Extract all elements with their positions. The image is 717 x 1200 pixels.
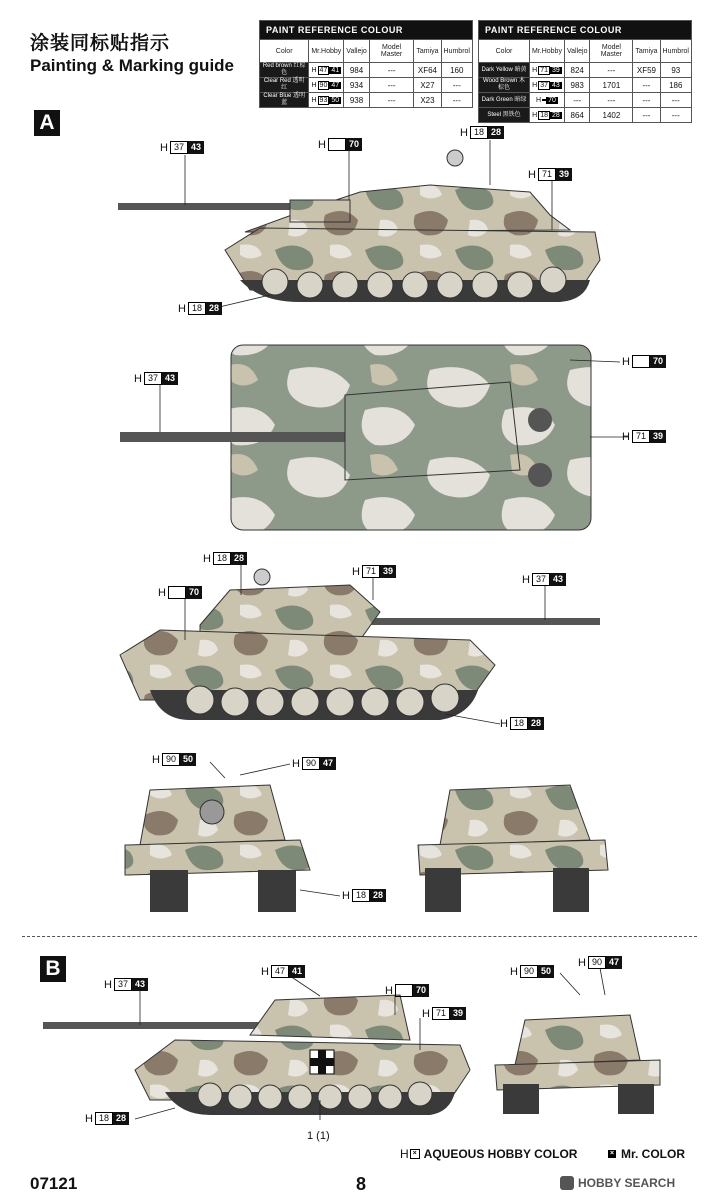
paint-code: 28 bbox=[528, 717, 544, 730]
paint-code: 70 bbox=[548, 96, 556, 104]
callout-steel bbox=[342, 889, 386, 902]
paint-code: H bbox=[104, 978, 112, 991]
paint-code: 18 bbox=[470, 126, 488, 139]
section-b-label: B bbox=[40, 956, 66, 982]
paint-code: 28 bbox=[488, 126, 504, 139]
legend-aqueous-label: AQUEOUS HOBBY COLOR bbox=[423, 1147, 578, 1161]
paint-code: 28 bbox=[206, 302, 222, 315]
table-cell: --- bbox=[590, 63, 633, 78]
paint-code: H bbox=[261, 965, 269, 978]
paint-code: H bbox=[203, 552, 211, 565]
paint-code: H bbox=[134, 372, 142, 385]
paint-code: 47 bbox=[331, 81, 340, 89]
paint-code: 71 bbox=[432, 1007, 450, 1020]
top-view-a bbox=[120, 345, 591, 530]
rear-view-a bbox=[418, 785, 608, 912]
legend-aqueous bbox=[400, 1147, 577, 1161]
paint-code: 28 bbox=[552, 111, 560, 119]
column-header: Tamiya bbox=[414, 40, 441, 63]
paint-code: H bbox=[352, 565, 360, 578]
paint-code: 41 bbox=[331, 66, 340, 74]
paint-code: 37 bbox=[532, 573, 550, 586]
table-cell: --- bbox=[660, 93, 691, 108]
paint-code: H bbox=[422, 1007, 430, 1020]
paint-code: H bbox=[158, 586, 166, 599]
paint-code: H 18 28 bbox=[532, 111, 560, 119]
table-cell: 934 bbox=[344, 78, 370, 93]
paint-code: H 37 43 bbox=[532, 81, 560, 89]
front-view-b bbox=[495, 1015, 660, 1114]
table-cell: --- bbox=[564, 93, 590, 108]
paint-code: H bbox=[318, 138, 326, 151]
legend-h-mark: H bbox=[400, 1147, 409, 1161]
column-header: Humbrol bbox=[660, 40, 691, 63]
section-divider bbox=[22, 936, 697, 937]
paint-code: H bbox=[510, 965, 518, 978]
table-cell: Steel 黑铁色 bbox=[479, 108, 530, 123]
paint-code: 71 bbox=[540, 66, 549, 74]
paint-code: 47 bbox=[319, 66, 328, 74]
paint-code: 50 bbox=[331, 96, 340, 104]
column-header: Model Master bbox=[369, 40, 414, 63]
paint-code: 71 bbox=[632, 430, 650, 443]
callout-wood-brown bbox=[522, 573, 566, 586]
column-header: Tamiya bbox=[633, 40, 660, 63]
paint-code: 90 bbox=[302, 757, 320, 770]
table-cell: --- bbox=[441, 93, 472, 108]
table-cell: XF64 bbox=[414, 63, 441, 78]
paint-code: 28 bbox=[231, 552, 247, 565]
table-cell: 938 bbox=[344, 93, 370, 108]
callout-steel bbox=[500, 717, 544, 730]
paint-code: 71 bbox=[362, 565, 380, 578]
paint-code: 37 bbox=[540, 81, 549, 89]
paint-code: 39 bbox=[556, 168, 572, 181]
table-caption: PAINT REFERENCE COLOUR bbox=[260, 21, 473, 40]
paint-code: H bbox=[152, 753, 160, 766]
paint-code: H bbox=[460, 126, 468, 139]
callout-wood-brown bbox=[160, 141, 204, 154]
paint-code: 39 bbox=[552, 66, 560, 74]
paint-code: 37 bbox=[114, 978, 132, 991]
paint-code: 43 bbox=[550, 573, 566, 586]
section-a-label: A bbox=[34, 110, 60, 136]
table-cell: --- bbox=[441, 78, 472, 93]
table-cell: --- bbox=[369, 93, 414, 108]
table-cell: Clear Blue 透明蓝 bbox=[260, 93, 309, 108]
paint-code: 90 bbox=[520, 965, 538, 978]
legend-box-icon: × bbox=[410, 1149, 420, 1159]
watermark-logo: HOBBY SEARCH bbox=[560, 1176, 675, 1190]
paint-code: 47 bbox=[271, 965, 289, 978]
paint-code: 70 bbox=[186, 586, 202, 599]
callout-wood-brown bbox=[104, 978, 148, 991]
table-cell: Dark Green 暗绿 bbox=[479, 93, 530, 108]
legend-filled-box-icon: × bbox=[609, 1150, 615, 1157]
paint-code: 70 bbox=[413, 984, 429, 997]
paint-code: 18 bbox=[95, 1112, 113, 1125]
side-view-b bbox=[43, 995, 470, 1115]
table-cell: 983 bbox=[564, 78, 590, 93]
paint-code: H 93 50 bbox=[311, 96, 340, 104]
callout-dark-green bbox=[158, 586, 202, 599]
paint-code: 39 bbox=[450, 1007, 466, 1020]
column-header: Vallejo bbox=[344, 40, 370, 63]
table-cell: 93 bbox=[660, 63, 691, 78]
paint-code: 43 bbox=[162, 372, 178, 385]
callout-steel bbox=[85, 1112, 129, 1125]
table-cell: 186 bbox=[660, 78, 691, 93]
paint-code: 50 bbox=[180, 753, 196, 766]
paint-code: H bbox=[522, 573, 530, 586]
paint-code bbox=[328, 138, 346, 151]
paint-code: 70 bbox=[346, 138, 362, 151]
paint-code bbox=[632, 355, 650, 368]
paint-code: 41 bbox=[289, 965, 305, 978]
paint-code: 43 bbox=[188, 141, 204, 154]
table-cell: Dark Yellow 暗黄 bbox=[479, 63, 530, 78]
callout-dark-green bbox=[318, 138, 362, 151]
paint-code: 47 bbox=[320, 757, 336, 770]
callout-clear-red bbox=[578, 956, 622, 969]
column-header: Mr.Hobby bbox=[530, 40, 565, 63]
paint-code: 43 bbox=[552, 81, 560, 89]
page-number: 8 bbox=[356, 1174, 367, 1194]
paint-code: H 70 bbox=[536, 96, 556, 104]
callout-clear-blue bbox=[152, 753, 196, 766]
paint-code: H bbox=[500, 717, 508, 730]
paint-code: 18 bbox=[188, 302, 206, 315]
table-cell: Wood Brown 木棕色 bbox=[479, 78, 530, 93]
table-caption: PAINT REFERENCE COLOUR bbox=[479, 21, 692, 40]
paint-code: 18 bbox=[352, 889, 370, 902]
table-cell: Red brown 红棕色 bbox=[260, 63, 309, 78]
paint-code: 18 bbox=[540, 111, 549, 119]
paint-code: H bbox=[292, 757, 300, 770]
paint-code: H bbox=[178, 302, 186, 315]
column-header: Vallejo bbox=[564, 40, 590, 63]
callout-dark-yellow bbox=[422, 1007, 466, 1020]
table-cell: --- bbox=[660, 108, 691, 123]
paint-code: 90 bbox=[162, 753, 180, 766]
paint-code: H bbox=[528, 168, 536, 181]
column-header: Mr.Hobby bbox=[309, 40, 344, 63]
product-code: 07121 bbox=[30, 1174, 78, 1193]
column-header: Color bbox=[260, 40, 309, 63]
decal-number-label: 1 (1) bbox=[307, 1130, 330, 1142]
table-cell: --- bbox=[633, 78, 660, 93]
legend-mr-color bbox=[608, 1147, 685, 1161]
table-cell: Clear Red 透明红 bbox=[260, 78, 309, 93]
paint-code: H 47 41 bbox=[311, 66, 340, 74]
watermark-icon bbox=[560, 1176, 574, 1190]
title-english: Painting & Marking guide bbox=[30, 56, 235, 75]
table-cell: X23 bbox=[414, 93, 441, 108]
table-cell: 160 bbox=[441, 63, 472, 78]
paint-code: 90 bbox=[588, 956, 606, 969]
paint-code: H bbox=[342, 889, 350, 902]
paint-code: 39 bbox=[380, 565, 396, 578]
table-cell: --- bbox=[633, 93, 660, 108]
callout-dark-yellow bbox=[622, 430, 666, 443]
table-cell: --- bbox=[369, 63, 414, 78]
paint-code: 93 bbox=[319, 96, 328, 104]
callout-red-brown bbox=[261, 965, 305, 978]
paint-code: H bbox=[622, 355, 630, 368]
table-cell: X27 bbox=[414, 78, 441, 93]
paint-code: 71 bbox=[538, 168, 556, 181]
front-view-a bbox=[125, 785, 310, 912]
paint-code: 37 bbox=[144, 372, 162, 385]
table-cell: 1701 bbox=[590, 78, 633, 93]
paint-code: 37 bbox=[170, 141, 188, 154]
callout-dark-green bbox=[622, 355, 666, 368]
balkenkreuz-decal bbox=[310, 1050, 334, 1074]
callout-wood-brown bbox=[134, 372, 178, 385]
paint-code: H bbox=[578, 956, 586, 969]
column-header: Humbrol bbox=[441, 40, 472, 63]
paint-code bbox=[395, 984, 413, 997]
callout-clear-blue bbox=[510, 965, 554, 978]
paint-code: H bbox=[622, 430, 630, 443]
paint-code: 28 bbox=[113, 1112, 129, 1125]
paint-code: 70 bbox=[650, 355, 666, 368]
paint-code: H 90 47 bbox=[311, 81, 340, 89]
callout-clear-red bbox=[292, 757, 336, 770]
table-cell: XF59 bbox=[633, 63, 660, 78]
paint-code: 43 bbox=[132, 978, 148, 991]
callout-steel bbox=[178, 302, 222, 315]
title-chinese: 涂装同标贴指示 bbox=[30, 32, 171, 54]
paint-code: H bbox=[385, 984, 393, 997]
callout-steel bbox=[203, 552, 247, 565]
paint-code bbox=[168, 586, 186, 599]
paint-code: 18 bbox=[510, 717, 528, 730]
paint-code: 28 bbox=[370, 889, 386, 902]
paint-code: H bbox=[160, 141, 168, 154]
legend-mr-color-label: Mr. COLOR bbox=[621, 1147, 686, 1161]
column-header: Color bbox=[479, 40, 530, 63]
callout-dark-yellow bbox=[528, 168, 572, 181]
callout-dark-green bbox=[385, 984, 429, 997]
callout-dark-yellow bbox=[352, 565, 396, 578]
callout-steel bbox=[460, 126, 504, 139]
table-cell: --- bbox=[633, 108, 660, 123]
table-cell: 864 bbox=[564, 108, 590, 123]
paint-code: H 71 39 bbox=[532, 66, 560, 74]
paint-code: 39 bbox=[650, 430, 666, 443]
table-cell: --- bbox=[369, 78, 414, 93]
paint-code: H bbox=[85, 1112, 93, 1125]
paint-code: 50 bbox=[538, 965, 554, 978]
paint-code: 18 bbox=[213, 552, 231, 565]
paint-code: 47 bbox=[606, 956, 622, 969]
table-cell: --- bbox=[590, 93, 633, 108]
column-header: Model Master bbox=[590, 40, 633, 63]
table-cell: 824 bbox=[564, 63, 590, 78]
table-cell: 1402 bbox=[590, 108, 633, 123]
paint-code: 90 bbox=[319, 81, 328, 89]
table-cell: 984 bbox=[344, 63, 370, 78]
